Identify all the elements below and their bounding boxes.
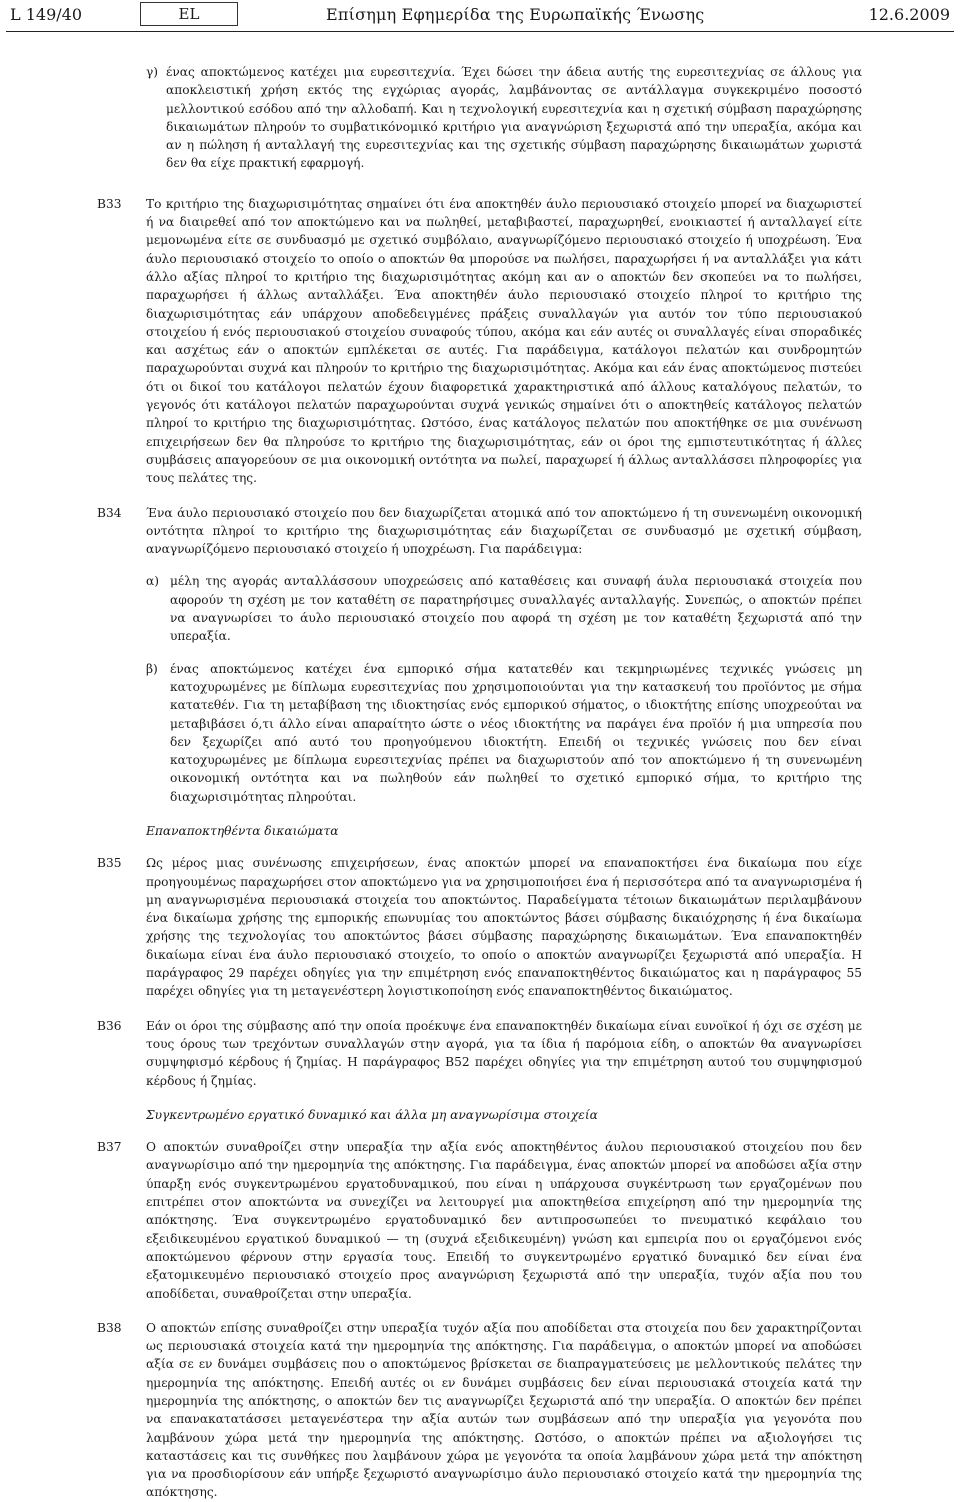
- paragraph-b35: [0, 854, 960, 1000]
- item-text: μέλη της αγοράς ανταλλάσσουν υποχρεώσεις από καταθέσεις και συναφή άυλα περιουσιακά στοιχεία που αφορούν τη σχέση με τον καταθέτη σε παρατηρήσιμες συναλλαγές ανταλλαγής. Συνεπώς, ο αποκτών πρέπει να αναγνωρίσει το άυλο περιουσιακό στοιχείο που αφορά τη σχέση με τον καταθέτη ξεχωριστά από την υπεραξία.: [170, 574, 862, 644]
- paragraph-text: Ο αποκτών επίσης συναθροίζει στην υπεραξία τυχόν αξία που αποδίδεται στα στοιχεία που δεν χαρακτηρίζονται ως περιουσιακά στοιχεία κατά την ημερομηνία της απόκτησης. Για παράδειγμα, ο αποκτών μπορεί να αποδώσει αξία σε εν δυνάμει συμβάσεις που ο αποκτώμενος βρίσκεται σε διαπραγματεύσεις με μελλοντικούς πελάτες την ημερομηνία της απόκτησης. Επειδή αυτές οι εν δυνάμει συμβάσεις δεν είναι περιουσιακά στοιχεία κατά την ημερομηνία της απόκτησης, ο αποκτών δεν τις αναγνωρίζει ξεχωριστά από την υπεραξία. Ο αποκτών δεν πρέπει να επανακατατάσσει μεταγενέστερα την αξία αυτών των συμβάσεων από την υπεραξία για γεγονότα που λαμβάνουν χώρα μετά την ημερομηνία της απόκτησης. Ωστόσο, ο αποκτών πρέπει να αξιολογήσει τις καταστάσεις και τις συνθήκες που λαμβάνουν χώρα με γεγονότα τα οποία λαμβάνουν χώρα μετά την απόκτηση για να προσδιορίσουν εάν υπήρξε ξεχωριστό αναγνωρίσιμο άυλο περιουσιακό στοιχείο κατά την ημερομηνία της απόκτησης.: [146, 1320, 862, 1500]
- section-heading: Επαναποκτηθέντα δικαιώματα: [146, 823, 339, 838]
- paragraph-b37: [0, 1138, 960, 1303]
- item-label: γ): [146, 65, 159, 79]
- item-text: ένας αποκτώμενος κατέχει μια ευρεσιτεχνία. Έχει δώσει την άδεια αυτής της ευρεσιτεχνίας σε άλλους για αποκλειστική χρήση εκτός της εγχώριας αγοράς, λαμβάνοντας σε αντάλλαγμα συγκεκριμένο ποσοστό μελλοντικού εσόδου από την αλλοδαπή. Και η τεχνολογική ευρεσιτεχνία και η σχετική σύμβαση παραχώρησης δικαιωμάτων πληρούν το συμβατικόνομικό κριτήριο για αναγνώριση ξεχωριστά από την υπεραξία, ακόμα και αν η πώληση ή ανταλλαγή της ευρεσιτεχνίας και της σχετικής σύμβαση παραχώρησης δικαιωμάτων χωριστά δεν θα είχε πρακτική εφαρμογή.: [166, 65, 862, 171]
- journal-title: Επίσημη Εφημερίδα της Ευρωπαϊκής Ένωσης: [326, 5, 705, 24]
- item-label: β): [146, 661, 158, 676]
- page-header: [6, 2, 954, 28]
- publication-date: 12.6.2009: [868, 5, 950, 24]
- paragraph-b34: [0, 504, 960, 559]
- paragraph-text: Το κριτήριο της διαχωρισιμότητας σημαίνει ότι ένα αποκτηθέν άυλο περιουσιακό στοιχείο μπορεί να διαχωριστεί ή να διαιρεθεί από τον αποκτώμενο και να πωληθεί, μεταβιβαστεί, παραχωρηθεί, ενοικιαστεί ή ανταλλαγεί είτε μεμονωμένα είτε σε συνδυασμό με σχετικό συμβόλαιο, αναγνωρίζόμενο περιουσιακό στοιχείο ή υποχρέωση. Ένα άυλο περιουσιακό στοιχείο το οποίο ο αποκτών θα μπορούσε να πωλήσει, παραχωρήσει ή να ανταλλάξει για κάτι άλλο αξίας πληροί το κριτήριο της διαχωρισιμότητας ακόμη και αν ο αποκτών δεν σκοπεύει να το πωλήσει, παραχωρήσει ή άλλως ανταλλάξει. Ένα αποκτηθέν άυλο περιουσιακό στοιχείο πληροί το κριτήριο της διαχωρισιμότητας εάν υπάρχουν αποδεδειγμένες πράξεις συναλλαγών για αυτόν τον τύπο περιουσιακού στοιχείου ή ενός περιουσιακού στοιχείου συναφούς τύπου, ακόμα και εάν αυτές οι συναλλαγές είναι σποραδικές και ασχέτως εάν ο αποκτών εμπλέκεται σε αυτές. Για παράδειγμα, κατάλογοι πελατών και συνδρομητών παραχωρούνται συχνά και πληρούν το κριτήριο της διαχωρισιμότητας. Ακόμα και εάν ένας αποκτώμενος πιστεύει ότι οι δικοί του κατάλογοι πελατών έχουν διαφορετικά χαρακτηριστικά από άλλους καταλόγους πελατών, το γεγονός ότι κατάλογοι πελατών παραχωρούνται συχνά γενικώς σημαίνει ότι ο αποκτηθείς κατάλογος πελατών πληροί το κριτήριο της διαχωρισιμότητας. Ωστόσο, ένας κατάλογος πελατών που αποκτήθηκε σε μια συνένωση επιχειρήσεων δεν θα πληρούσε το κριτήριο της διαχωρισιμότητας, εάν οι όροι της εμπιστευτικότητας ή άλλες συμβάσεις απαγορεύουν σε μια οικονομική οντότητα να πωλεί, παραχωρεί ή άλλως ανταλλάσσει πληροφορίες για τους πελάτες της.: [146, 196, 862, 486]
- paragraph-b33: [0, 195, 960, 488]
- paragraph-text: Ο αποκτών συναθροίζει στην υπεραξία την αξία ενός αποκτηθέντος άυλου περιουσιακού στοιχείου που δεν αναγνωρίσιμο από την ημερομηνία της απόκτησης. Για παράδειγμα, ένας αποκτών μπορεί να αποδώσει αξία στην ύπαρξη ενός συγκεντρωμένου εργατοδυναμικού, που είναι η υπάρχουσα συγκέντρωση των εργαζομένων που επιτρέπει στον αποκτώντα να συνεχίζει να λειτουργεί μια αποκτηθείσα επιχείρηση από την ημερομηνία της απόκτησης. Ένα συγκεντρωμένο εργατοδυναμικό δεν αντιπροσωπεύει το πνευματικό κεφάλαιο του εξειδικευμένου εργατικού δυναμικού — τη (συχνά εξειδικευμένη) γνώση και εμπειρία που οι εργαζόμενοι ενός αποκτώμενου φέρνουν στην εργασία τους. Επειδή το συγκεντρωμένο εργατικό δυναμικό δεν είναι ένα εξατομικευμένο περιουσιακό στοιχείο προς αναγνώριση ξεχωριστά από την υπεραξία, τυχόν αξία που του αποδίδεται, συναθροίζεται στην υπεραξία.: [146, 1140, 862, 1301]
- paragraph-b36: [0, 1017, 960, 1090]
- list-item: [146, 660, 862, 806]
- item-text: ένας αποκτώμενος κατέχει ένα εμπορικό σήμα κατατεθέν και τεκμηριωμένες τεχνικές γνώσεις μη κατοχυρωμένες με δίπλωμα ευρεσιτεχνίας που χρησιμοποιούνται για την κατασκευή του προϊόντος με σήμα κατατεθέν. Για τη μεταβίβαση της ιδιοκτησίας ενός εμπορικού σήματος, ο ιδιοκτήτης επίσης υποχρεούται να μεταβιβάσει ό,τι άλλο είναι απαραίτητο ώστε ο νέος ιδιοκτήτης να παράγει ένα προϊόν ή μια υπηρεσία που δεν ξεχωρίζει από αυτό του προηγούμενου ιδιοκτήτη. Επειδή οι τεχνικές γνώσεις που δεν είναι κατοχυρωμένες με δίπλωμα ευρεσιτεχνίας πρέπει να διαχωριστούν από τον αποκτώμενο ή τη συνενωμένη οικονομική οντότητα και να πωληθούν εάν πωληθεί το σχετικό εμπορικό σήμα, το κριτήριο της διαχωρισιμότητας πληρούται.: [170, 661, 862, 804]
- paragraph-text: Ως μέρος μιας συνένωσης επιχειρήσεων, ένας αποκτών μπορεί να επαναποκτήσει ένα δικαίωμα που είχε προηγουμένως παραχωρήσει στον αποκτώμενο για να χρησιμοποιήσει ένα ή περισσότερα από τα αναγνωρισμένα ή μη αναγνωρισμένα περιουσιακά στοιχεία του αποκτώντος. Παραδείγματα τέτοιων δικαιωμάτων περιλαμβάνουν ένα δικαίωμα χρήσης της εμπορικής επωνυμίας του αποκτώντος βάσει σύμβασης δικαιόχρησης ή ένα δικαίωμα χρήσης της τεχνολογίας του αποκτώντος βάσει σύμβασης παραχώρησης δικαιωμάτων. Ένα επαναποκτηθέν δικαίωμα είναι ένα άυλο περιουσιακό στοιχείο, το οποίο ο αποκτών αναγνωρίζει ξεχωριστά από υπεραξία. Η παράγραφος 29 παρέχει οδηγίες για την επιμέτρηση ενός επαναποκτηθέντος δικαιώματος και η παράγραφος 55 παρέχει οδηγίες για τη μεταγενέστερη λογιστικοποίηση ενός επαναποκτηθέντος δικαιώματος.: [146, 856, 862, 999]
- document-body: [0, 63, 960, 1502]
- intro-item: [146, 63, 862, 173]
- header-rule: [6, 31, 954, 32]
- paragraph-number: B35: [97, 856, 122, 871]
- list-item: [146, 572, 862, 645]
- paragraph-number: B33: [97, 196, 122, 211]
- page-number: L 149/40: [10, 5, 82, 24]
- paragraph-number: B38: [97, 1320, 122, 1335]
- paragraph-number: B37: [97, 1140, 122, 1155]
- language-code-box: EL: [140, 2, 238, 26]
- section-heading: Συγκεντρωμένο εργατικό δυναμικό και άλλα μη αναγνωρίσιμα στοιχεία: [146, 1107, 598, 1122]
- paragraph-text: Εάν οι όροι της σύμβασης από την οποία προέκυψε ένα επαναποκτηθέν δικαίωμα είναι ευνοϊκοί ή όχι σε σχέση με τους όρους των τρεχόντων συναλλαγών στην αγορά, για τα ίδια ή παρόμοια είδη, ο αποκτών θα αναγνωρίσει συμψηφισμό κέρδους ή ζημίας. Η παράγραφος B52 παρέχει οδηγίες για την επιμέτρηση αυτού του συμψηφισμού κέρδους ή ζημίας.: [146, 1018, 862, 1088]
- paragraph-number: B34: [97, 505, 122, 520]
- item-label: α): [146, 574, 159, 589]
- paragraph-b38: [0, 1319, 960, 1502]
- paragraph-text: Ένα άυλο περιουσιακό στοιχείο που δεν διαχωρίζεται ατομικά από τον αποκτώμενο ή τη συνενωμένη οικονομική οντότητα πληροί το κριτήριο της διαχωρισιμότητας εάν διαχωρίζεται σε συνδυασμό με σχετική σύμβαση, αναγνωρίζόμενο περιουσιακό στοιχείο ή υποχρέωση. Για παράδειγμα:: [146, 505, 862, 557]
- paragraph-number: B36: [97, 1018, 122, 1033]
